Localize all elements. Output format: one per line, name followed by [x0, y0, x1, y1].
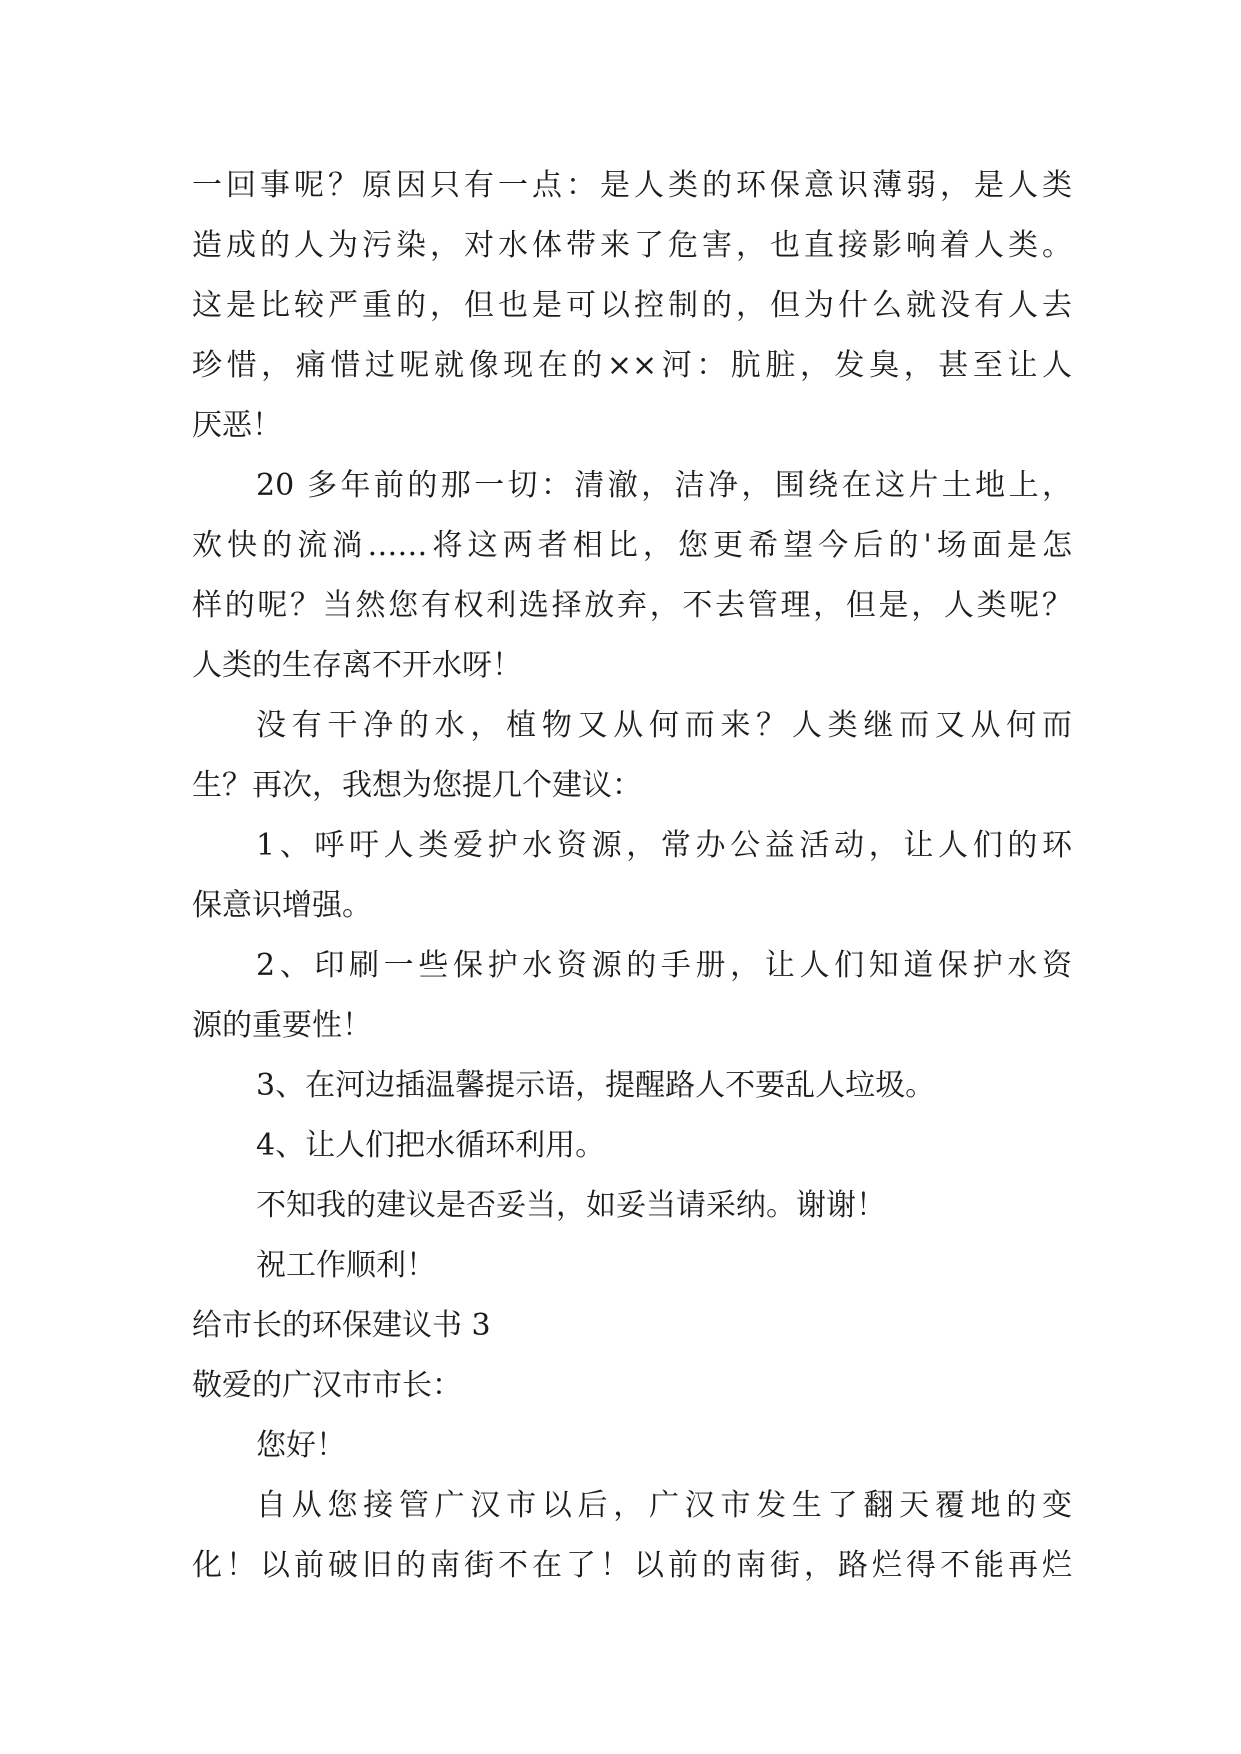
text-line: 样的呢？当然您有权利选择放弃，不去管理，但是，人类呢？: [192, 588, 1072, 623]
text-line: 欢快的流淌……将这两者相比，您更希望今后的'场面是怎: [192, 528, 1072, 563]
suggestion-item-4: 4、让人们把水循环利用。: [256, 1128, 606, 1163]
section-title: 给市长的环保建议书 3: [192, 1308, 491, 1343]
closing-line: 不知我的建议是否妥当，如妥当请采纳。谢谢！: [256, 1188, 886, 1223]
document-body: [192, 156, 1072, 1596]
greeting: 您好！: [256, 1428, 346, 1463]
text-line: 一回事呢？原因只有一点：是人类的环保意识薄弱，是人类: [192, 168, 1072, 203]
text-line: 造成的人为污染，对水体带来了危害，也直接影响着人类。: [192, 228, 1072, 263]
text-line: 人类的生存离不开水呀！: [192, 648, 522, 683]
closing-wish: 祝工作顺利！: [256, 1248, 436, 1283]
suggestion-item-2: 2、印刷一些保护水资源的手册，让人们知道保护水资: [256, 948, 1072, 983]
text-line: 厌恶！: [192, 408, 282, 443]
paragraph-start-line: 20 多年前的那一切：清澈，洁净，围绕在这片土地上，: [256, 468, 1072, 503]
salutation: 敬爱的广汉市市长：: [192, 1368, 462, 1403]
paragraph-start-line: 自从您接管广汉市以后，广汉市发生了翻天覆地的变: [256, 1488, 1072, 1523]
text-line: 生？再次，我想为您提几个建议：: [192, 768, 642, 803]
text-line: 这是比较严重的，但也是可以控制的，但为什么就没有人去: [192, 288, 1072, 323]
text-line: 源的重要性！: [192, 1008, 372, 1043]
paragraph-start-line: 没有干净的水，植物又从何而来？人类继而又从何而: [256, 708, 1072, 743]
text-line: 保意识增强。: [192, 888, 372, 923]
suggestion-item-3: 3、在河边插温馨提示语，提醒路人不要乱人垃圾。: [256, 1068, 936, 1103]
text-line: 化！以前破旧的南街不在了！以前的南街，路烂得不能再烂: [192, 1548, 1072, 1583]
suggestion-item-1: 1、呼吁人类爱护水资源，常办公益活动，让人们的环: [256, 828, 1072, 863]
text-line: 珍惜，痛惜过呢就像现在的××河：肮脏，发臭，甚至让人: [192, 348, 1072, 383]
